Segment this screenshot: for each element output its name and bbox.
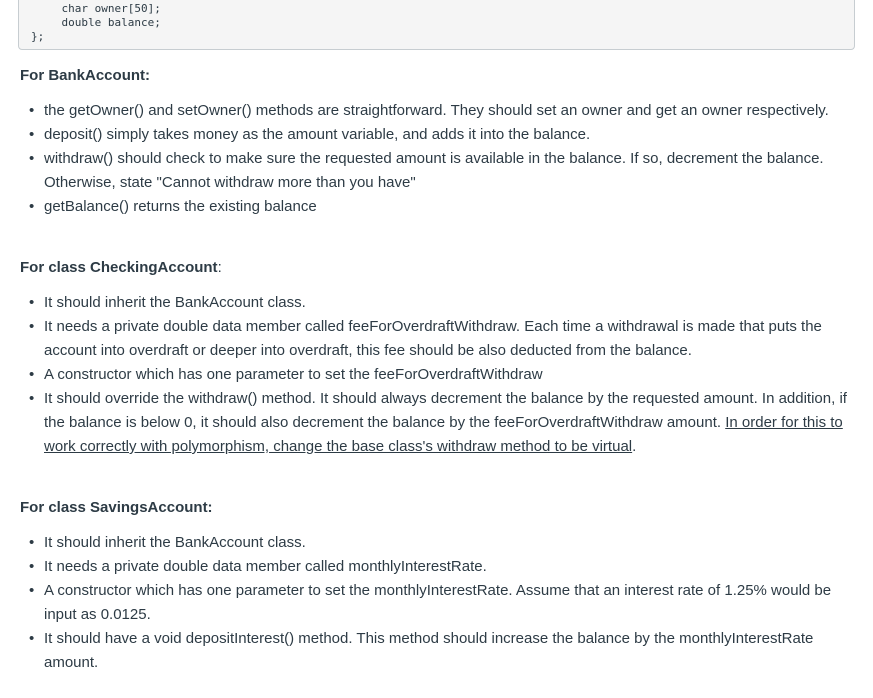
list-item bbox=[0, 195, 873, 219]
bullet-icon: • bbox=[29, 630, 35, 647]
bullet-icon: • bbox=[29, 534, 35, 551]
list-item-text: It should inherit the BankAccount class. bbox=[44, 294, 306, 311]
bullet-icon: • bbox=[29, 390, 35, 407]
bullet-icon: • bbox=[29, 102, 35, 119]
list-item bbox=[0, 123, 873, 147]
code-block bbox=[18, 0, 855, 50]
list-item bbox=[0, 531, 873, 555]
checkingaccount-heading-colon: : bbox=[217, 259, 222, 276]
list-item-period: . bbox=[632, 438, 637, 455]
list-item-text: It needs a private double data member called monthlyInterestRate. bbox=[44, 558, 487, 575]
list-item bbox=[0, 99, 873, 123]
code-line-owner: char owner[50]; bbox=[35, 2, 161, 15]
bullet-icon: • bbox=[29, 558, 35, 575]
list-item-text: getBalance() returns the existing balance bbox=[44, 198, 317, 215]
list-item bbox=[0, 555, 873, 579]
code-line-close: }; bbox=[31, 30, 45, 43]
savingsaccount-heading-text: For class SavingsAccount: bbox=[20, 499, 213, 516]
polymorphism-link[interactable]: In order for this to work correctly with polymorphism, change the base class's withdraw method to be virtual bbox=[44, 414, 843, 455]
list-item-text: It should have a void depositInterest() method. This method should increase the balance by the monthlyInterestRate amount. bbox=[44, 630, 814, 671]
list-item-text: the getOwner() and setOwner() methods are straightforward. They should set an owner and get an owner respectively. bbox=[44, 102, 829, 119]
code-line-balance: double balance; bbox=[35, 16, 161, 29]
bullet-icon: • bbox=[29, 126, 35, 143]
list-item-text: deposit() simply takes money as the amount variable, and adds it into the balance. bbox=[44, 126, 591, 143]
bullet-icon: • bbox=[29, 150, 35, 167]
list-item-text: It should inherit the BankAccount class. bbox=[44, 534, 306, 551]
list-item bbox=[0, 315, 873, 363]
bankaccount-heading bbox=[20, 66, 150, 86]
list-item-text: A constructor which has one parameter to set the feeForOverdraftWithdraw bbox=[44, 366, 543, 383]
list-item bbox=[0, 627, 873, 675]
bankaccount-heading-text: For BankAccount: bbox=[20, 67, 151, 84]
list-item bbox=[0, 291, 873, 315]
bankaccount-list bbox=[0, 99, 873, 219]
list-item bbox=[0, 147, 873, 195]
list-item bbox=[0, 579, 873, 627]
checkingaccount-list bbox=[0, 291, 873, 459]
list-item-text: It needs a private double data member called feeForOverdraftWithdraw. Each time a withdrawal is made that puts the account into overdraft or deeper into overdraft, this fee should be also deducted from the balance. bbox=[44, 318, 822, 359]
list-item bbox=[0, 387, 873, 459]
bullet-icon: • bbox=[29, 318, 35, 335]
savingsaccount-list bbox=[0, 531, 873, 675]
savingsaccount-heading bbox=[20, 498, 213, 518]
bullet-icon: • bbox=[29, 198, 35, 215]
checkingaccount-heading bbox=[20, 258, 222, 278]
bullet-icon: • bbox=[29, 294, 35, 311]
list-item-text: It should override the withdraw() method. It should always decrement the balance by the requested amount. In addition, if the balance is below 0, it should also decrement the balance by the feeForOverdraftWithdraw amount. bbox=[44, 390, 847, 431]
bullet-icon: • bbox=[29, 366, 35, 383]
checkingaccount-heading-text: For class CheckingAccount bbox=[20, 259, 218, 276]
list-item-text: withdraw() should check to make sure the requested amount is available in the balance. If so, decrement the balance. Otherwise, state "Cannot withdraw more than you have" bbox=[44, 150, 824, 191]
list-item bbox=[0, 363, 873, 387]
list-item-text: A constructor which has one parameter to set the monthlyInterestRate. Assume that an interest rate of 1.25% would be input as 0.0125. bbox=[44, 582, 832, 623]
bullet-icon: • bbox=[29, 582, 35, 599]
